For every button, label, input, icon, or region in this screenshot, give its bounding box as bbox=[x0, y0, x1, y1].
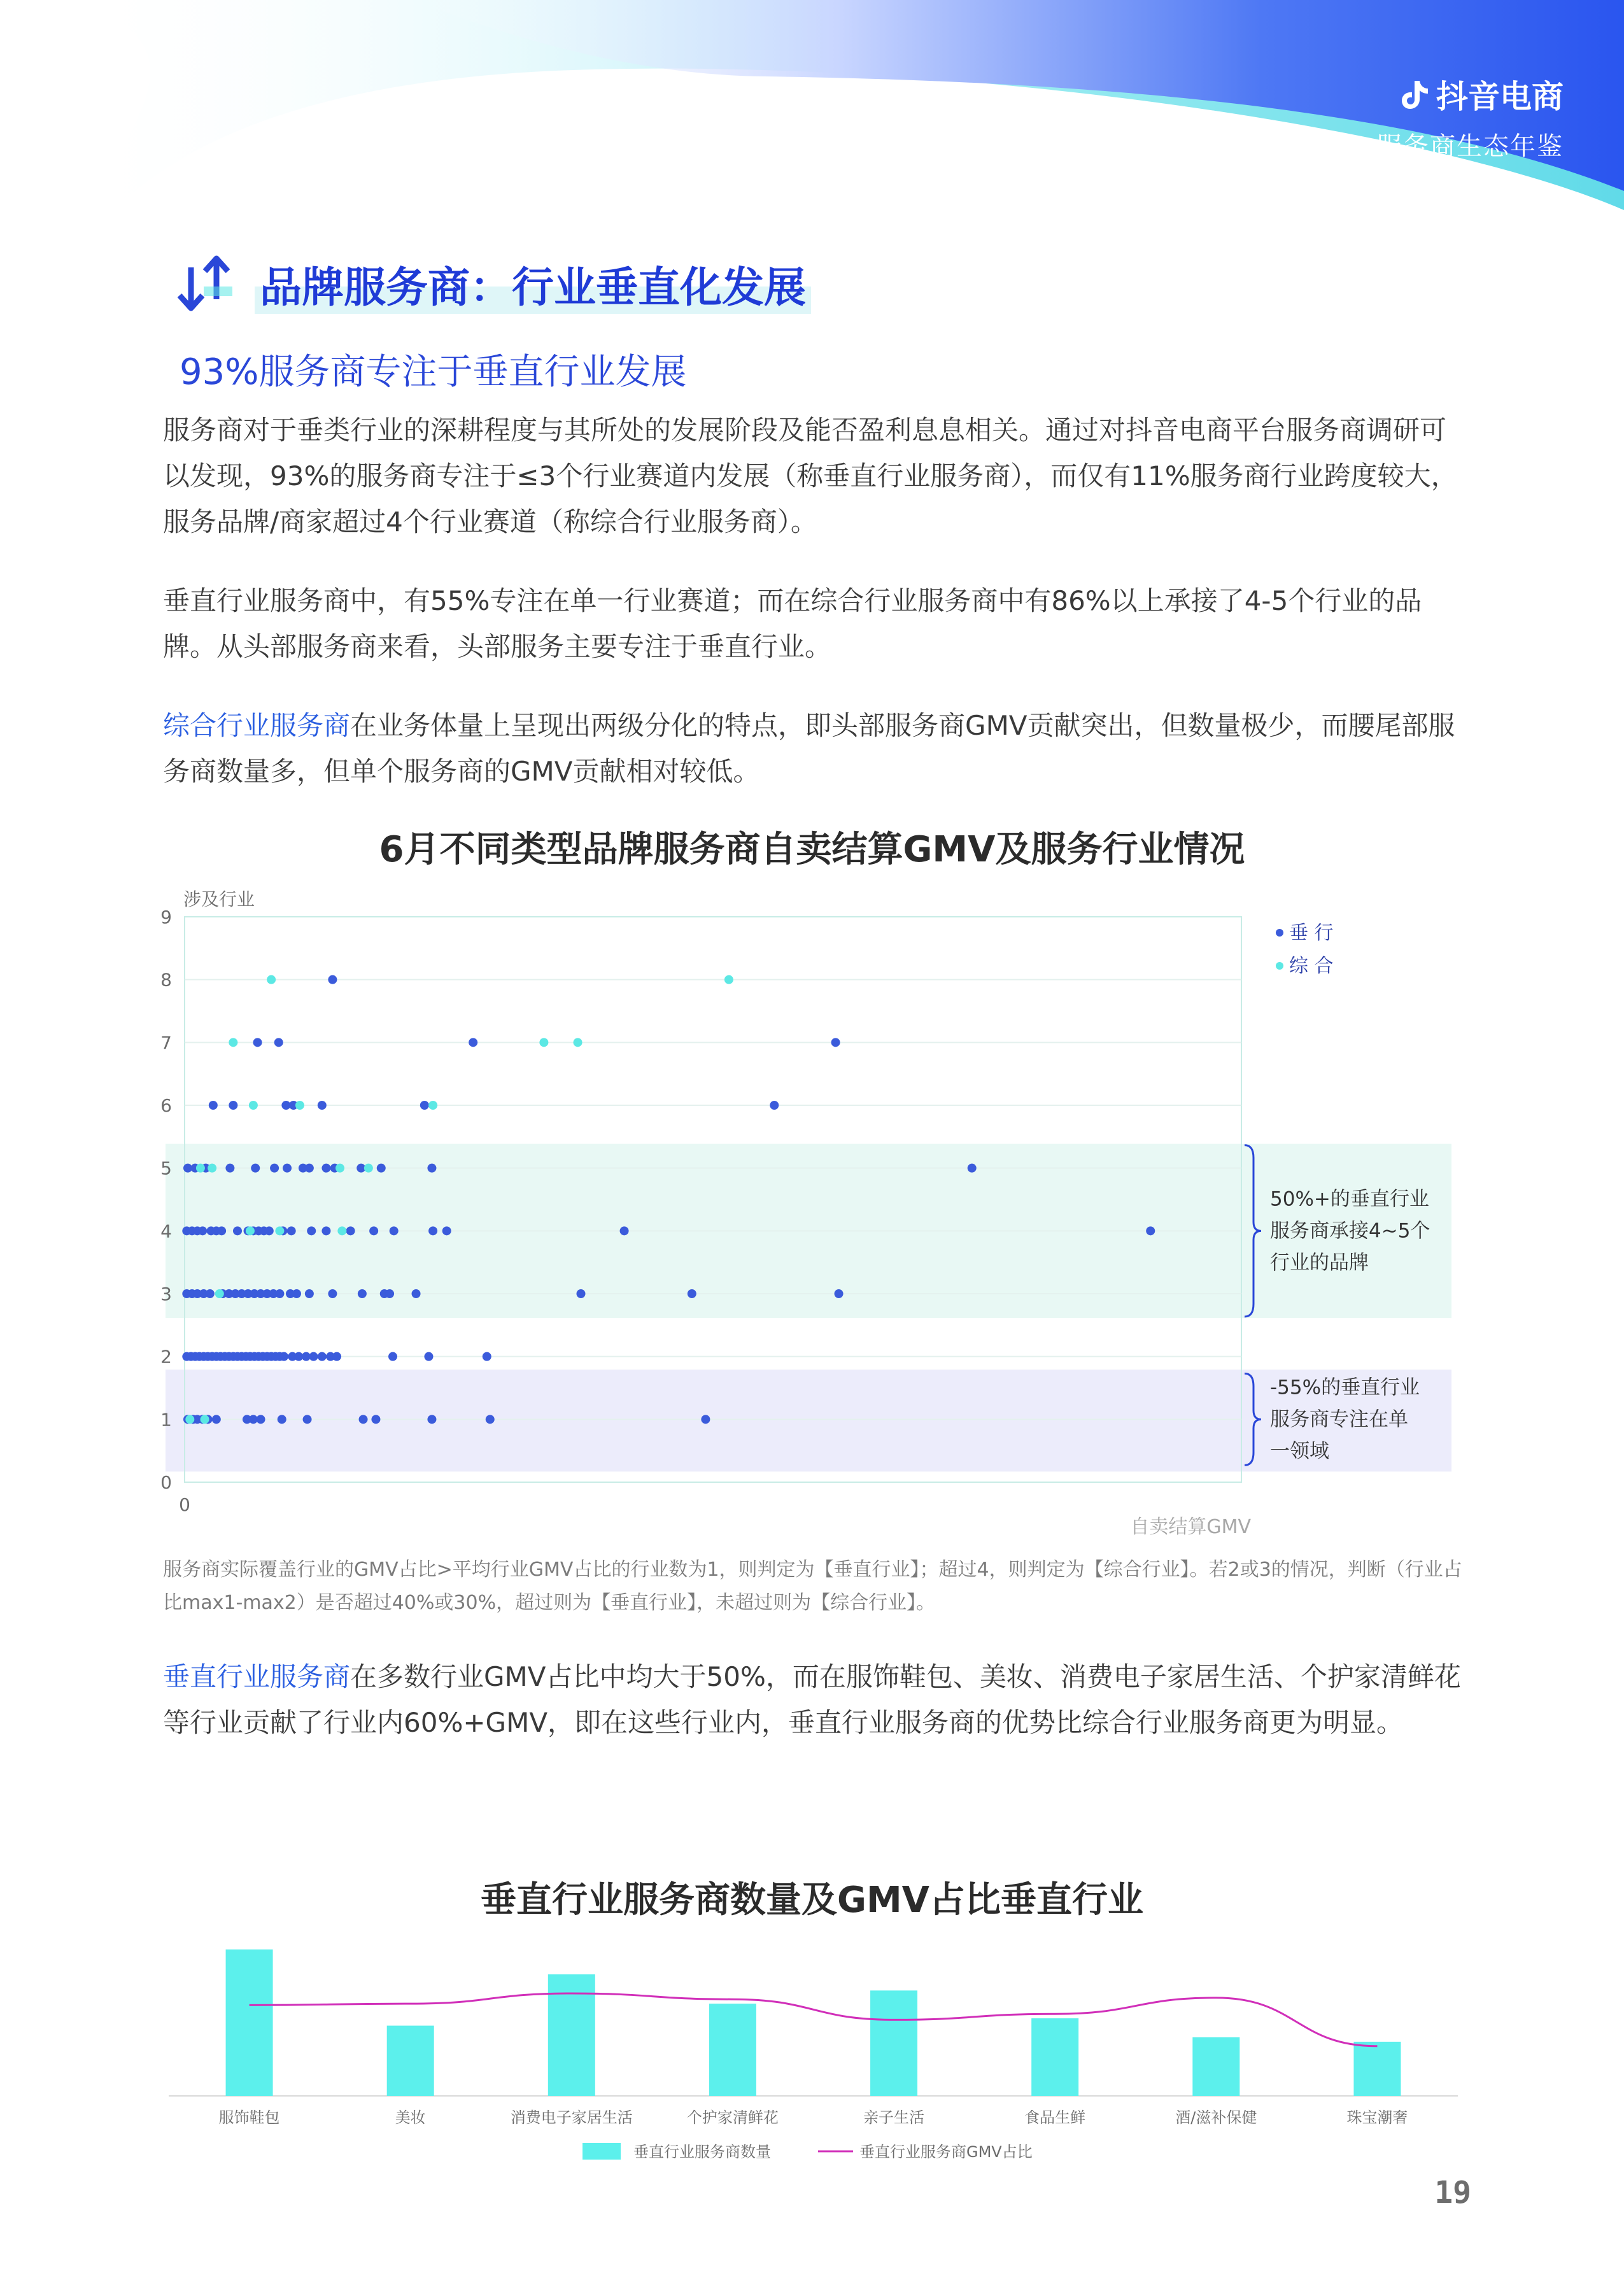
x-tick-label: 食品生鲜 bbox=[1024, 2109, 1086, 2126]
point-vertical bbox=[321, 1164, 330, 1173]
point-vertical bbox=[469, 1038, 477, 1047]
paragraph-4-text: 在多数行业GMV占比中均大于50%，而在服饰鞋包、美妆、消费电子家居生活、个护家清鲜花等行业贡献了行业内60%+GMV，即在这些行业内，垂直行业服务商的优势比综合行业服务商更为明显。 bbox=[163, 1661, 1461, 1738]
point-vertical bbox=[332, 1352, 341, 1361]
point-comprehensive bbox=[196, 1164, 205, 1173]
point-vertical bbox=[483, 1352, 491, 1361]
x-tick-label: 消费电子家居生活 bbox=[510, 2109, 633, 2126]
page-number: 19 bbox=[1434, 2175, 1471, 2211]
bar bbox=[870, 1990, 917, 2096]
x-tick-label: 美妆 bbox=[395, 2109, 426, 2126]
point-vertical bbox=[305, 1164, 314, 1173]
point-vertical bbox=[292, 1289, 301, 1298]
legend-label: 垂 行 bbox=[1289, 922, 1334, 944]
y-tick-label: 0 bbox=[160, 1472, 172, 1493]
y-tick-label: 6 bbox=[160, 1095, 172, 1116]
point-comprehensive bbox=[275, 1226, 284, 1235]
y-tick-label: 2 bbox=[160, 1346, 172, 1368]
point-vertical bbox=[283, 1164, 292, 1173]
paragraph-3 bbox=[163, 703, 1462, 795]
point-vertical bbox=[831, 1038, 840, 1047]
point-vertical bbox=[305, 1289, 314, 1298]
section-header bbox=[172, 245, 811, 322]
point-vertical bbox=[270, 1164, 279, 1173]
legend-bar-label: 垂直行业服务商数量 bbox=[633, 2143, 771, 2161]
legend-marker bbox=[1276, 962, 1283, 970]
paragraph-4-highlight: 垂直行业服务商 bbox=[163, 1661, 351, 1692]
point-vertical bbox=[427, 1415, 436, 1424]
paragraph-3-highlight: 综合行业服务商 bbox=[163, 710, 351, 741]
bar-chart bbox=[0, 1929, 1624, 2184]
point-comprehensive bbox=[229, 1038, 237, 1047]
point-comprehensive bbox=[335, 1164, 344, 1173]
point-vertical bbox=[225, 1164, 234, 1173]
x-tick-label: 珠宝潮奢 bbox=[1346, 2109, 1408, 2126]
point-vertical bbox=[318, 1352, 327, 1361]
arrows-up-down-icon bbox=[172, 248, 242, 318]
point-vertical bbox=[303, 1415, 312, 1424]
point-vertical bbox=[701, 1415, 710, 1424]
point-vertical bbox=[279, 1352, 288, 1361]
annotation-text: 服务商承接4~5个 bbox=[1270, 1219, 1430, 1243]
y-tick-label: 9 bbox=[160, 907, 172, 928]
point-vertical bbox=[253, 1038, 262, 1047]
point-vertical bbox=[251, 1164, 260, 1173]
point-vertical bbox=[388, 1352, 397, 1361]
legend-marker bbox=[1276, 929, 1283, 937]
point-vertical bbox=[770, 1101, 779, 1110]
point-vertical bbox=[229, 1101, 237, 1110]
y-tick-label: 1 bbox=[160, 1409, 172, 1431]
scatter-chart bbox=[0, 879, 1624, 1541]
point-vertical bbox=[217, 1226, 226, 1235]
point-vertical bbox=[620, 1226, 629, 1235]
bar bbox=[709, 2004, 756, 2096]
annotation-text: -55%的垂直行业 bbox=[1270, 1376, 1420, 1399]
point-vertical bbox=[318, 1101, 327, 1110]
point-vertical bbox=[346, 1226, 355, 1235]
point-vertical bbox=[321, 1226, 330, 1235]
point-vertical bbox=[424, 1352, 433, 1361]
point-vertical bbox=[1146, 1226, 1155, 1235]
x-tick-label: 0 bbox=[179, 1494, 190, 1515]
point-vertical bbox=[358, 1289, 367, 1298]
x-tick-label: 服饰鞋包 bbox=[218, 2109, 280, 2126]
y-tick-label: 3 bbox=[160, 1284, 172, 1305]
point-comprehensive bbox=[364, 1164, 373, 1173]
point-comprehensive bbox=[574, 1038, 583, 1047]
point-vertical bbox=[257, 1415, 265, 1424]
point-comprehensive bbox=[215, 1289, 224, 1298]
y-tick-label: 8 bbox=[160, 969, 172, 991]
point-comprehensive bbox=[246, 1226, 255, 1235]
annotation-text: 一领域 bbox=[1270, 1440, 1329, 1463]
point-vertical bbox=[427, 1164, 436, 1173]
annotation-text: 服务商专注在单 bbox=[1270, 1408, 1408, 1431]
point-vertical bbox=[287, 1226, 296, 1235]
point-comprehensive bbox=[428, 1101, 437, 1110]
point-vertical bbox=[359, 1415, 368, 1424]
chart-footnote: 服务商实际覆盖行业的GMV占比>平均行业GMV占比的行业数为1，则判定为【垂直行业】；超过4，则判定为【综合行业】。若2或3的情况，判断（行业占比max1-max2）是否超过40%或30%，超过则为【垂直行业】，未超过则为【综合行业】。 bbox=[163, 1559, 1462, 1614]
point-comprehensive bbox=[249, 1101, 258, 1110]
paragraph-4 bbox=[163, 1654, 1462, 1746]
point-comprehensive bbox=[267, 975, 276, 984]
point-vertical bbox=[212, 1415, 221, 1424]
x-tick-label: 亲子生活 bbox=[863, 2109, 925, 2126]
point-vertical bbox=[328, 975, 337, 984]
y-tick-label: 4 bbox=[160, 1220, 172, 1242]
tiktok-note-icon bbox=[1401, 78, 1430, 110]
annotation-text: 50%+的垂直行业 bbox=[1270, 1187, 1429, 1211]
point-vertical bbox=[275, 1289, 284, 1298]
point-vertical bbox=[835, 1289, 844, 1298]
bar bbox=[387, 2026, 434, 2096]
point-vertical bbox=[328, 1289, 337, 1298]
point-vertical bbox=[233, 1226, 242, 1235]
annotation-text: 行业的品牌 bbox=[1270, 1251, 1369, 1275]
y-axis-label: 涉及行业 bbox=[183, 889, 255, 910]
bar bbox=[226, 1949, 273, 2096]
x-tick-label: 酒/滋补保健 bbox=[1175, 2109, 1257, 2126]
paragraph-2: 垂直行业服务商中，有55%专注在单一行业赛道；而在综合行业服务商中有86%以上承接了4-5个行业的品牌。从头部服务商来看，头部服务主要专注于垂直行业。 bbox=[163, 585, 1422, 662]
x-tick-label: 个护家清鲜花 bbox=[686, 2109, 779, 2126]
point-comprehensive bbox=[185, 1415, 194, 1424]
point-comprehensive bbox=[337, 1226, 346, 1235]
point-vertical bbox=[278, 1415, 286, 1424]
y-tick-label: 7 bbox=[160, 1032, 172, 1054]
point-vertical bbox=[369, 1226, 378, 1235]
point-vertical bbox=[265, 1226, 274, 1235]
legend-label: 综 合 bbox=[1289, 955, 1334, 977]
brand-subtitle: 服务商生态年鉴 bbox=[1376, 132, 1564, 161]
scatter-chart-title: 6月不同类型品牌服务商自卖结算GMV及服务行业情况 bbox=[379, 829, 1245, 870]
brand-name: 抖音电商 bbox=[1436, 78, 1564, 115]
legend-bar-swatch bbox=[583, 2143, 621, 2160]
y-tick-label: 5 bbox=[160, 1157, 172, 1179]
subheading: 93%服务商专注于垂直行业发展 bbox=[180, 351, 687, 393]
point-vertical bbox=[688, 1289, 696, 1298]
point-vertical bbox=[577, 1289, 586, 1298]
point-comprehensive bbox=[295, 1101, 304, 1110]
point-vertical bbox=[420, 1101, 429, 1110]
point-vertical bbox=[428, 1226, 437, 1235]
bar-chart-title: 垂直行业服务商数量及GMV占比垂直行业 bbox=[480, 1879, 1144, 1921]
x-axis-label: 自卖结算GMV bbox=[1130, 1516, 1251, 1538]
point-vertical bbox=[371, 1415, 380, 1424]
section-title: 品牌服务商：行业垂直化发展 bbox=[255, 253, 811, 314]
point-vertical bbox=[486, 1415, 495, 1424]
brand-block bbox=[1376, 71, 1564, 162]
bar bbox=[1192, 2037, 1239, 2096]
point-comprehensive bbox=[539, 1038, 548, 1047]
point-vertical bbox=[385, 1289, 394, 1298]
point-vertical bbox=[274, 1038, 283, 1047]
point-vertical bbox=[412, 1289, 421, 1298]
legend-line-label: 垂直行业服务商GMV占比 bbox=[859, 2143, 1033, 2161]
paragraph-3-text: 在业务体量上呈现出两级分化的特点，即头部服务商GMV贡献突出，但数量极少，而腰尾部服务商数量多，但单个服务商的GMV贡献相对较低。 bbox=[163, 710, 1455, 787]
point-vertical bbox=[442, 1226, 451, 1235]
point-comprehensive bbox=[724, 975, 733, 984]
point-comprehensive bbox=[201, 1415, 209, 1424]
point-vertical bbox=[198, 1226, 207, 1235]
point-vertical bbox=[307, 1226, 316, 1235]
point-vertical bbox=[309, 1352, 318, 1361]
bar bbox=[1031, 2018, 1078, 2096]
point-vertical bbox=[968, 1164, 977, 1173]
point-vertical bbox=[390, 1226, 399, 1235]
paragraph-1: 服务商对于垂类行业的深耕程度与其所处的发展阶段及能否盈利息息相关。通过对抖音电商平台服务商调研可以发现，93%的服务商专注于≤3个行业赛道内发展（称垂直行业服务商），而仅有11%服务商行业跨度较大，服务品牌/商家超过4个行业赛道（称综合行业服务商）。 bbox=[163, 414, 1458, 537]
point-comprehensive bbox=[208, 1164, 216, 1173]
point-vertical bbox=[206, 1289, 215, 1298]
bar bbox=[1353, 2042, 1401, 2096]
point-vertical bbox=[209, 1101, 218, 1110]
point-vertical bbox=[377, 1164, 386, 1173]
